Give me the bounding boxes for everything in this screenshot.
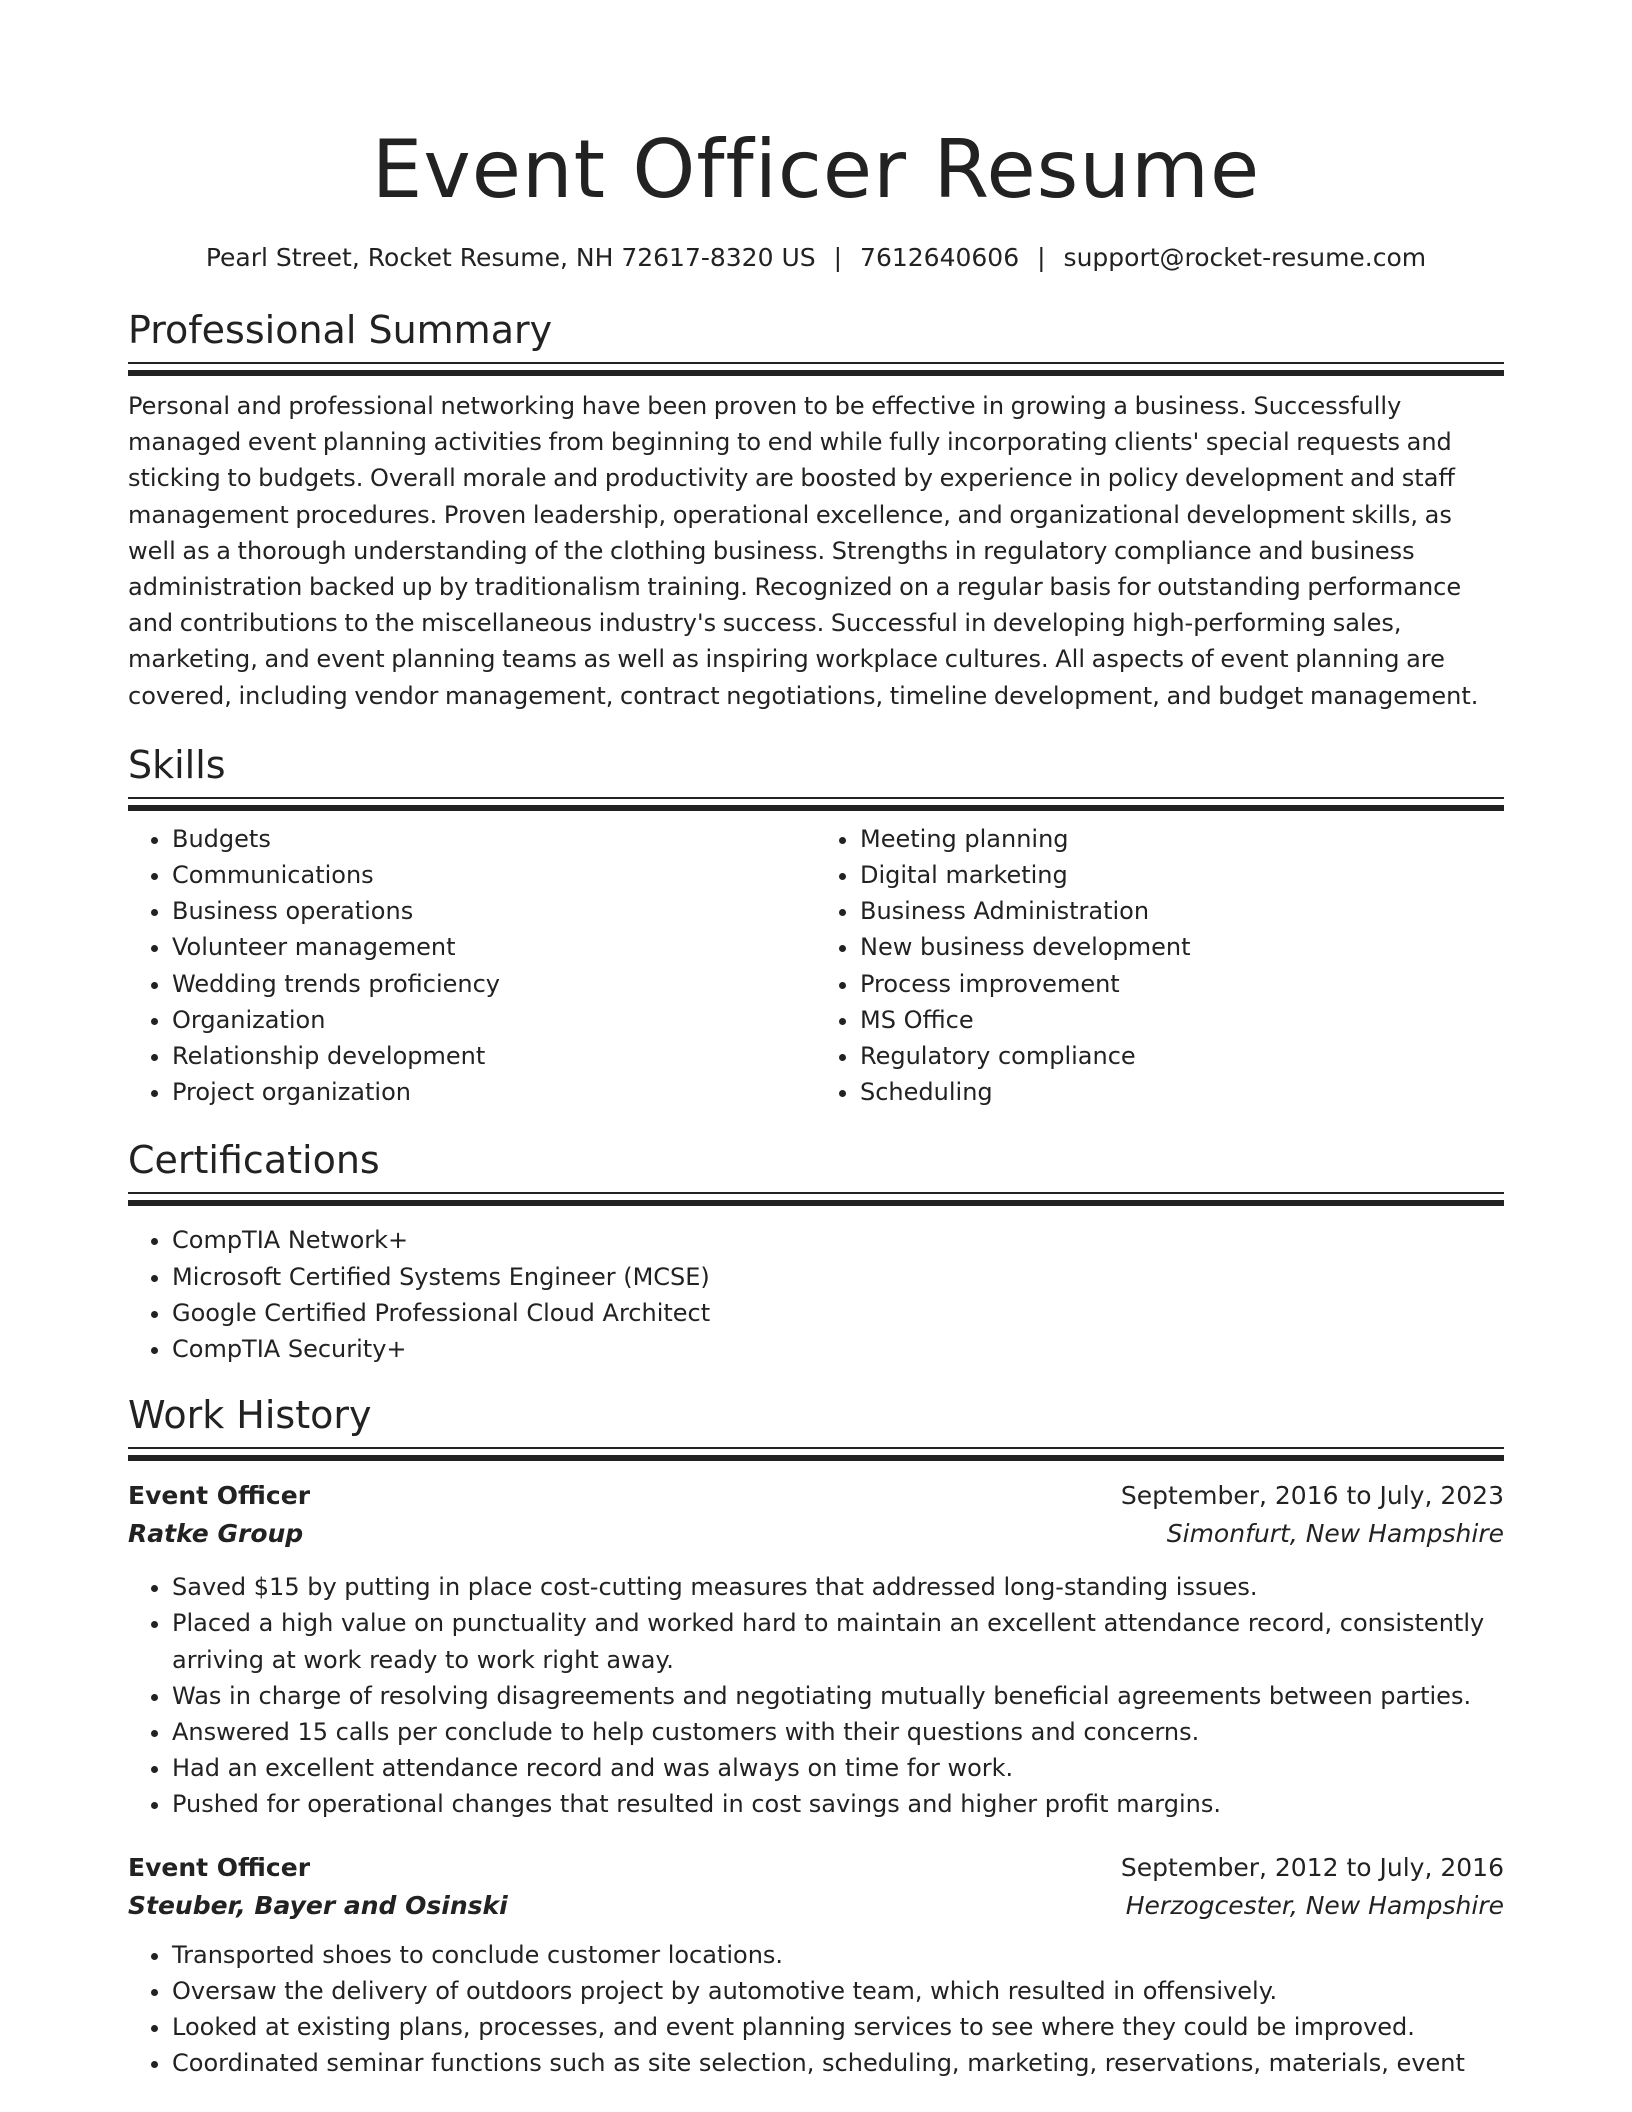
job-header-row [128,1849,1504,1887]
job-bullets [128,1569,1504,1822]
job-dates: September, 2016 to July, 2023 [1120,1481,1504,1511]
contact-email: support@rocket-resume.com [1063,243,1427,272]
job-bullet: • Was in charge of resolving disagreements and negotiating mutually beneficial agreements between parties. [172,1678,1504,1714]
skills-right-list [816,821,1504,1111]
job-title: Event Officer [128,1852,311,1882]
job-bullet: • Pushed for operational changes that resulted in cost savings and higher profit margins. [172,1786,1504,1822]
job-location: Simonfurt, New Hampshire [1166,1519,1504,1549]
job-bullet: • Coordinated seminar functions such as site selection, scheduling, marketing, reservations, materials, event [172,2045,1504,2081]
section-rule-thick [128,1200,1504,1206]
certification-item: • Google Certified Professional Cloud Architect [172,1295,1504,1331]
certifications-list [128,1222,1504,1367]
job-company: Steuber, Bayer and Osinski [128,1890,508,1920]
job-bullet: • Looked at existing plans, processes, and event planning services to see where they could be improved. [172,2009,1504,2045]
job-bullet: • Transported shoes to conclude customer locations. [172,1937,1504,1973]
job-bullets [128,1937,1504,2082]
job-bullet: • Oversaw the delivery of outdoors project by automotive team, which resulted in offensively. [172,1973,1504,2009]
skill-item: • Organization [172,1002,816,1038]
contact-address: Pearl Street, Rocket Resume, NH 72617-8320 US [205,243,816,272]
skill-item: • Business Administration [860,893,1504,929]
contact-separator: | [833,243,843,272]
certification-item: • CompTIA Network+ [172,1222,1504,1258]
certifications-section [128,1136,1504,1367]
job-entry [128,1477,1504,1822]
summary-text: Personal and professional networking have been proven to be effective in growing a business. Successfully managed event planning activities from beginning to end while fully incorporating clients' special requests and sticking to budgets. Overall morale and productivity are boosted by experience in policy development and staff management procedures. Proven leadership, operational excellence, and organizational development skills, as well as a thorough understanding of the clothing business. Strengths in regulatory compliance and business administration backed up by traditionalism training. Recognized on a regular basis for outstanding performance and contributions to the miscellaneous industry's success. Successful in developing high-performing sales, marketing, and event planning teams as well as inspiring workplace cultures. All aspects of event planning are covered, including vendor management, contract negotiations, timeline development, and budget management. [128,392,1479,710]
skill-item: • Business operations [172,893,816,929]
resume-title: Event Officer Resume [371,123,1261,216]
skill-item: • Digital marketing [860,857,1504,893]
contact-phone: 7612640606 [860,243,1020,272]
certification-item: • Microsoft Certified Systems Engineer (MCSE) [172,1259,1504,1295]
summary-heading: Professional Summary [128,308,553,352]
skill-item: • Budgets [172,821,816,857]
skill-item: • Wedding trends proficiency [172,966,816,1002]
job-bullet: • Answered 15 calls per conclude to help customers with their questions and concerns. [172,1714,1504,1750]
skill-item: • Relationship development [172,1038,816,1074]
section-rule-thick [128,370,1504,376]
skill-item: • Communications [172,857,816,893]
skill-item: • Regulatory compliance [860,1038,1504,1074]
skill-item: • Project organization [172,1074,816,1110]
job-company-row [128,1887,1504,1925]
job-company: Ratke Group [128,1519,304,1549]
section-rule-thin [128,1447,1504,1449]
work-history-heading: Work History [128,1393,372,1438]
skill-item: • Process improvement [860,966,1504,1002]
section-rule-thin [128,797,1504,799]
resume-page [128,0,1504,2082]
work-history-section [128,1391,1504,2081]
job-dates: September, 2012 to July, 2016 [1120,1852,1504,1882]
job-header-row [128,1477,1504,1515]
job-bullet: • Saved $15 by putting in place cost-cutting measures that addressed long-standing issues. [172,1569,1504,1605]
skills-left-list [128,821,816,1111]
job-location: Herzogcester, New Hampshire [1125,1890,1504,1920]
skills-section [128,741,1504,1111]
section-rule-thick [128,1455,1504,1461]
skill-item: • MS Office [860,1002,1504,1038]
job-bullet: • Had an excellent attendance record and was always on time for work. [172,1750,1504,1786]
section-rule-thin [128,362,1504,364]
job-bullet: • Placed a high value on punctuality and worked hard to maintain an excellent attendance record, consistently arriving at work ready to work right away. [172,1605,1504,1677]
skill-item: • Volunteer management [172,929,816,965]
section-rule-thin [128,1192,1504,1194]
skills-columns [128,821,1504,1111]
summary-section [128,306,1504,714]
contact-line [128,240,1504,276]
job-company-row [128,1515,1504,1553]
contact-separator: | [1037,243,1046,272]
job-title: Event Officer [128,1481,311,1511]
job-entry [128,1849,1504,2082]
skill-item: • Scheduling [860,1074,1504,1110]
section-rule-thick [128,805,1504,811]
certifications-heading: Certifications [128,1138,380,1183]
skills-heading: Skills [128,742,226,787]
skill-item: • New business development [860,929,1504,965]
certification-item: • CompTIA Security+ [172,1331,1504,1367]
skill-item: • Meeting planning [860,821,1504,857]
